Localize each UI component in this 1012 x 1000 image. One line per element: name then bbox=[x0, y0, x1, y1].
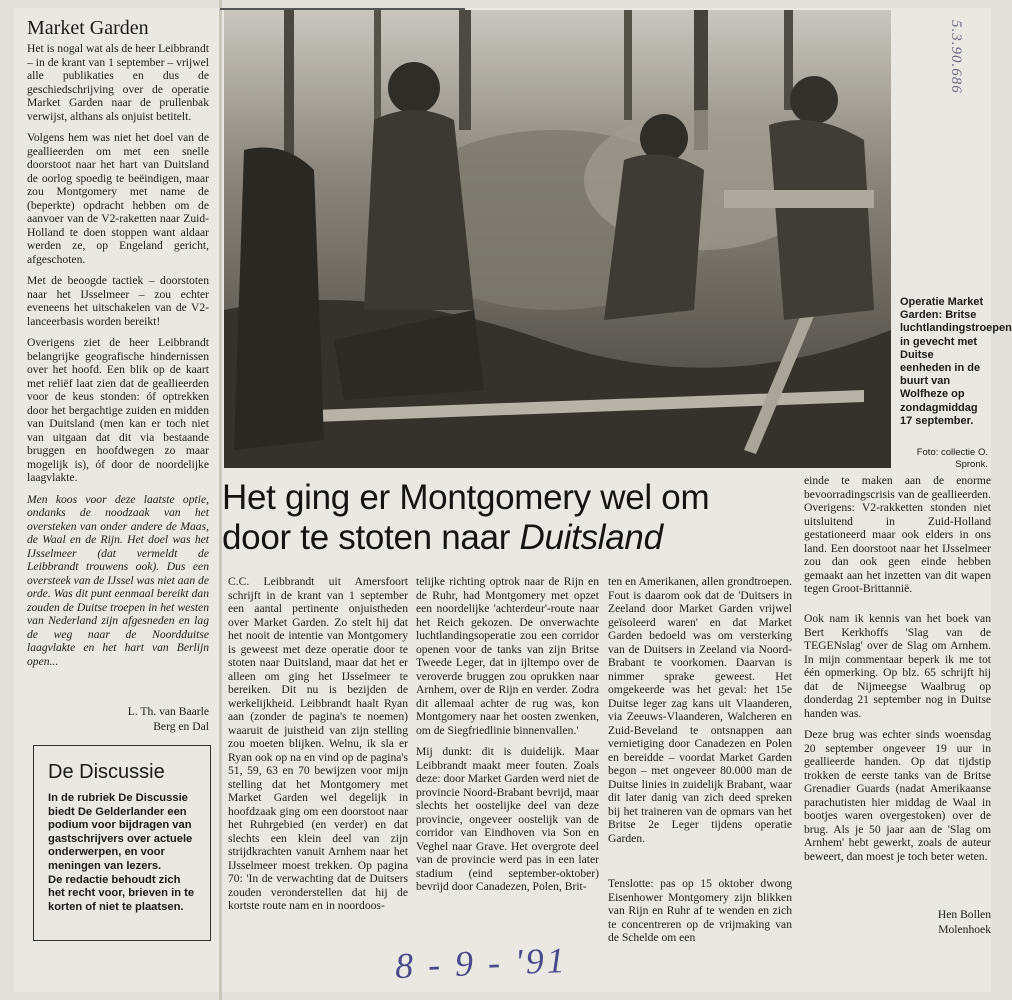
article-signature-place: Molenhoek bbox=[938, 923, 991, 936]
discussie-title: De Discussie bbox=[48, 761, 165, 783]
article-paragraph: Ook nam ik kennis van het boek van Bert Kerkhoffs 'Slag van de TEGENslag' over de Slag om Arnhem. In mijn commentaar beperk ik me tot één opmerking. Op blz. 65 schrijft hij dat de Nijmeegse Waalbrug op donderdag 21 september nog in Duitse handen was. bbox=[804, 612, 991, 720]
discussie-body-2: De redactie behoudt zich het recht voor, brieven in te korten of niet te plaatsen. bbox=[48, 873, 195, 913]
article-column-3-bottom bbox=[608, 877, 792, 953]
article-paragraph: telijke richting optrok naar de Rijn en de Ruhr, had Montgomery met opzet een noordelijke 'achterdeur'-route naar het Reich gekozen. De onverwachte luchtlandingsoperatie zou een corridor openen voor de tanks van zijn Britse Tweede Leger, dat in ijltempo over de veroverde bruggen zou oprukken naar Arnhem, over de Rijn en verder. Zodra dit allemaal achter de rug was, kon Montgomery naar het oosten zwenken, om de Siegfriedlinie binnenvallen.' bbox=[416, 575, 599, 737]
left-column-body bbox=[27, 42, 209, 676]
article-column-4 bbox=[804, 474, 991, 604]
article-paragraph: Deze brug was echter sinds woensdag 20 september ongeveer 19 uur in geallieerde handen. Op dat tijdstip trokken de eerste tanks van de Britse Grenadier Guards (nadat Amerikaanse parachutisten hier middag de Waal in bootjes waren overgestoken) over de brug. Als je 50 jaar aan de 'Slag om Arnhem' hebt gewerkt, zoals de auteur beweert, dan moest je toch beter weten. bbox=[804, 728, 991, 863]
article-column-3 bbox=[608, 575, 792, 853]
left-signature-place: Berg en Dal bbox=[153, 720, 209, 733]
archive-stamp: 5.3.90.686 bbox=[948, 20, 964, 94]
headline-line-2-plain: door te stoten naar bbox=[222, 518, 520, 557]
left-paragraph: Men koos voor deze laatste optie, ondanks de noodzaak van het oversteken van onder andere de Maas, de Waal en de Rijn. Het doel was het IJsselmeer (dat vermeldt de Leibbrandt trouwens ook). Dus een oversteek van de IJssel was niet aan de orde. Was dit punt eenmaal bereikt dan zouden de Duitse troepen in het westen van Nederland zijn afgesneden en lag de weg naar de Noordduitse laagvlakte en het hart van Berlijn open... bbox=[27, 492, 209, 668]
article-paragraph: Tenslotte: pas op 15 oktober dwong Eisenhower Montgomery zijn blikken van Rijn en Ruhr af te wenden en zich te concentreren op de vrijmaking van de Schelde om een bbox=[608, 877, 792, 944]
left-signature-name: L. Th. van Baarle bbox=[127, 705, 209, 718]
left-paragraph: Overigens ziet de heer Leibbrandt belangrijke geografische hindernissen over het hoofd. Een blik op de kaart met reliëf laat zien dat de geallieerden voor de keus stonden: óf optrekken door het bergachtige zuiden en midden van Duitsland (men kan er toch niet van uitgaan dat dit via bestaande bruggen en hoofdwegen zo maar mogelijk is), óf door de noordelijke laagvlakte. bbox=[27, 336, 209, 484]
photo-soldiers-illustration bbox=[224, 10, 891, 468]
headline-line-2 bbox=[222, 518, 802, 558]
article-headline bbox=[222, 478, 802, 558]
article-signature-name: Hen Bollen bbox=[937, 908, 991, 921]
handwritten-date: 8 - 9 - '91 bbox=[394, 939, 569, 987]
headline-line-1: Het ging er Montgomery wel om bbox=[222, 478, 710, 517]
left-paragraph: Het is nogal wat als de heer Leibbrandt – in de krant van 1 september – vrijwel alle publikaties en dus de geschiedschrijving over de operatie Market Garden naar de prullenbak verwijst, althans als onjuist betitelt. bbox=[27, 42, 209, 123]
article-paragraph: C.C. Leibbrandt uit Amersfoort schrijft in de krant van 1 september een aantal pertinente onjuistheden over Market Garden. Zo stelt hij dat het nooit de intentie van Montgomery is geweest met deze operatie door te stoten naar Duitsland, maar dat het er alleen om ging het IJsselmeer te bereiken. Dit nu is bezijden de werkelijkheid. Leibbrandt haalt Ryan aan (zonder de pagina's te noemen) waaruit de juistheid van zijn stelling zou moeten blijken. Welnu, ik sla er Ryan ook op na en vind op de pagina's 51, 59, 63 en 70 bewijzen voor mijn stelling dat het Montgomery met Market Garden wel degelijk in hoofdzaak ging om een doorstoot naar het Ruhrgebied (en verder) en dat slechts een klein deel van zijn strijdkrachten vanuit Arnhem naar het IJsselmeer moest trekken. Op pagina 70: 'In de verwachting dat de Duitsers zouden veronderstellen dat hij de kortste route nam en in noordoos- bbox=[228, 575, 408, 912]
headline-line-2-italic: Duitsland bbox=[519, 518, 663, 557]
discussie-body bbox=[48, 792, 200, 914]
discussie-box bbox=[33, 745, 211, 941]
left-signature bbox=[27, 704, 209, 734]
left-paragraph: Volgens hem was niet het doel van de geallieerden om met een snelle doorstoot naar het hart van Duitsland de oorlog spoedig te beëindigen, maar zou Montgomery met name de (beperkte) opdracht hebben om de aanvoer van de V2-raketten naar Zuid-Holland te doen stoppen want aldaar werden ze, op Engeland gericht, afgeschoten. bbox=[27, 131, 209, 266]
article-paragraph: Mij dunkt: dit is duidelijk. Maar Leibbrandt maakt meer fouten. Zoals deze: door Market Garden werd niet de provincie Noord-Brabant bevrijd, maar slechts het oostelijke deel van deze provincie, ongeveer oostelijk van de corridor van Eindhoven via Son en Veghel naar Grave. Het overgrote deel van de provincie werd pas in een later stadium (eind september-oktober) bevrijd door Canadezen, Polen, Brit- bbox=[416, 745, 599, 893]
photo-credit: Foto: collectie O. Spronk. bbox=[916, 447, 988, 470]
article-paragraph: ten en Amerikanen, allen grondtroepen. Fout is daarom ook dat de 'Duitsers in Zeeland door Market Garden vrijwel geïsoleerd waren' en dat Market Garden bedoeld was om versterking van de Duitsers in Zeeland via Noord-Brabant te voorkomen. Daarvan is nimmer sprake geweest. Het omgekeerde was het geval: het 15e Duitse leger zag kans uit Vlaanderen, via Zeeuws-Vlaanderen, Walcheren en Zuid-Beveland te ontsnappen aan vernietiging door Canadezen en Polen en bereidde – voordat Market Garden begon – met ongeveer 80.000 man de Duitse linies in zuidelijk Brabant, waar dit later danig van zich deed spreken bij het traineren van de opmars van het Britse 2e Leger tijdens operatie Garden. bbox=[608, 575, 792, 845]
photo-caption: Operatie Market Garden: Britse luchtlandingstroepen in gevecht met Duitse eenheden in de buurt van Wolfheze op zondagmiddag 17 september. bbox=[900, 296, 1012, 427]
article-column-1 bbox=[228, 575, 408, 921]
news-photo bbox=[224, 10, 891, 468]
left-paragraph: Met de beoogde tactiek – doorstoten naar het IJsselmeer – zou echter eveneens het uitschakelen van de V2-lanceerbasis worden bereikt! bbox=[27, 274, 209, 328]
article-signature bbox=[804, 907, 991, 937]
left-column-title: Market Garden bbox=[27, 17, 149, 39]
article-column-4-bottom bbox=[804, 612, 991, 871]
article-column-2 bbox=[416, 575, 599, 902]
article-paragraph: einde te maken aan de enorme bevoorradingscrisis van de geallieerden. Overigens: V2-rakketten stonden niet uitsluitend in Zuid-Holland gestationeerd maar ook elders in ons land. Een doorstoot naar het IJsselmeer zou dan ook geen einde hebben gemaakt aan het inzetten van dit wapen tegen Groot-Brittannië. bbox=[804, 474, 991, 595]
discussie-body-1: In de rubriek De Discussie biedt De Gelderlander een podium voor bijdragen van gastschrijvers over actuele onderwerpen, en voor meningen van lezers. bbox=[48, 792, 193, 872]
